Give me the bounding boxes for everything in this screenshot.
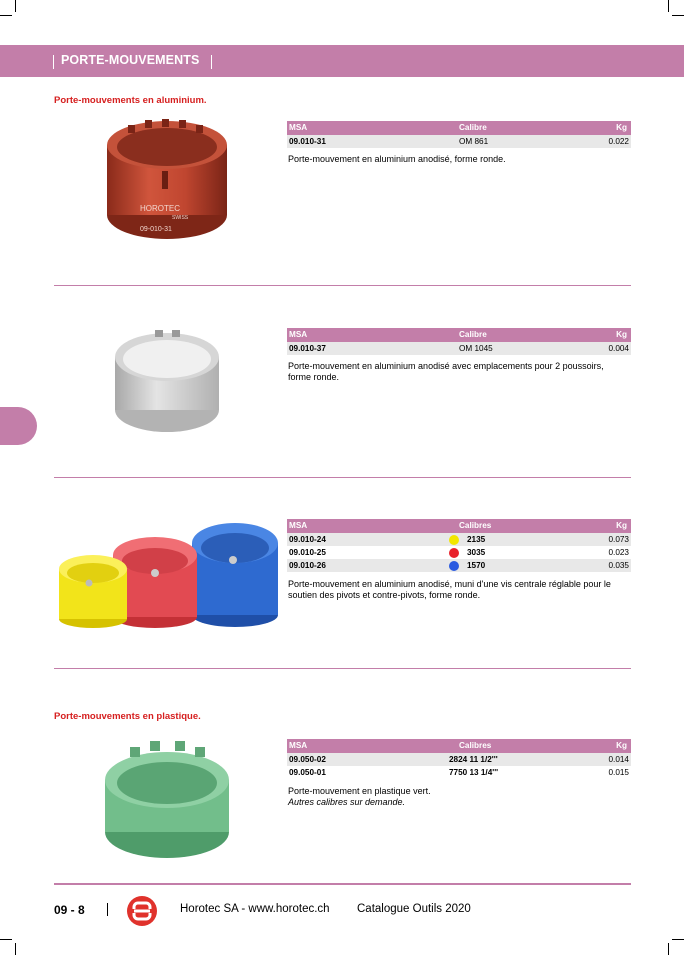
product-description-1: Porte-mouvement en aluminium anodisé, forme ronde. [288, 154, 506, 164]
col-msa: MSA [289, 123, 308, 132]
cell-kg: 0.023 [608, 548, 629, 557]
table-header [287, 121, 631, 135]
product-table-4 [287, 739, 631, 779]
horotec-logo-icon [126, 895, 158, 927]
product-ref-label: 09-010-31 [140, 226, 172, 233]
table-row [287, 342, 631, 355]
product-table-1 [287, 121, 631, 148]
cell-calibre: OM 1045 [459, 344, 493, 353]
product-description-4: Porte-mouvement en plastique vert. [288, 786, 431, 796]
cell-msa: 09.010-26 [289, 561, 326, 570]
col-calibre: Calibre [459, 123, 487, 132]
table-header [287, 519, 631, 533]
product-origin-label: SWISS [172, 215, 189, 221]
cell-kg: 0.022 [608, 137, 629, 146]
col-calibre: Calibres [459, 741, 492, 750]
table-row [287, 135, 631, 148]
cell-calibre: 1570 [467, 561, 486, 570]
cell-msa: 09.010-31 [289, 137, 326, 146]
product-image-red-ring [100, 115, 235, 245]
cell-msa: 09.010-37 [289, 344, 326, 353]
cell-kg: 0.073 [608, 535, 629, 544]
section-title-plastique: Porte-mouvements en plastique. [54, 711, 201, 722]
side-tab [0, 407, 37, 445]
section-title-aluminium: Porte-mouvements en aluminium. [54, 95, 207, 106]
product-table-2 [287, 328, 631, 355]
crop-mark [672, 939, 684, 940]
col-msa: MSA [289, 521, 308, 530]
cell-calibre: 3035 [467, 548, 486, 557]
header-bar-left [53, 55, 54, 69]
footer-catalogue: Catalogue Outils 2020 [357, 903, 471, 915]
col-kg: Kg [616, 330, 627, 339]
header-bar-right [211, 55, 212, 69]
col-kg: Kg [616, 741, 627, 750]
cell-kg: 0.014 [608, 755, 629, 764]
footer-separator [107, 903, 108, 916]
red-dot-icon [449, 548, 459, 558]
cell-msa: 09.050-01 [289, 768, 326, 777]
crop-mark [15, 943, 16, 955]
cell-msa: 09.050-02 [289, 755, 326, 764]
cell-calibre: 2135 [467, 535, 486, 544]
crop-mark [0, 15, 12, 16]
crop-mark [0, 939, 12, 940]
section-divider [54, 477, 631, 478]
cell-calibre: OM 861 [459, 137, 489, 146]
product-brand-label: HOROTEC [140, 204, 180, 213]
cell-msa: 09.010-25 [289, 548, 326, 557]
table-header [287, 328, 631, 342]
page-header [0, 45, 684, 77]
col-kg: Kg [616, 123, 627, 132]
col-kg: Kg [616, 521, 627, 530]
table-row [287, 546, 631, 559]
cell-kg: 0.004 [608, 344, 629, 353]
table-row [287, 753, 631, 766]
section-divider [54, 285, 631, 286]
footer-divider [54, 883, 631, 885]
table-header [287, 739, 631, 753]
product-image-colored-rings [55, 515, 280, 630]
crop-mark [668, 0, 669, 12]
crop-mark [672, 15, 684, 16]
page-title: PORTE-MOUVEMENTS [61, 53, 200, 67]
product-table-3 [287, 519, 631, 572]
cell-calibre: 7750 13 1/4''' [449, 768, 499, 777]
cell-msa: 09.010-24 [289, 535, 326, 544]
col-msa: MSA [289, 741, 308, 750]
page-number: 09 - 8 [54, 903, 85, 917]
product-image-green-ring [100, 735, 235, 865]
yellow-dot-icon [449, 535, 459, 545]
section-divider [54, 668, 631, 669]
col-calibre: Calibres [459, 521, 492, 530]
product-description-2: Porte-mouvement en aluminium anodisé avec emplacements pour 2 poussoirs, forme ronde. [288, 361, 604, 382]
product-image-grey-ring [110, 322, 225, 437]
crop-mark [15, 0, 16, 12]
table-row [287, 766, 631, 779]
cell-kg: 0.035 [608, 561, 629, 570]
table-row [287, 533, 631, 546]
col-msa: MSA [289, 330, 308, 339]
col-calibre: Calibre [459, 330, 487, 339]
cell-calibre: 2824 11 1/2''' [449, 755, 498, 764]
table-row [287, 559, 631, 572]
product-note-4: Autres calibres sur demande. [288, 797, 406, 807]
footer-company: Horotec SA - www.horotec.ch [180, 903, 330, 915]
product-description-3: Porte-mouvement en aluminium anodisé, muni d'une vis centrale réglable pour le soutien des pivots et contre-pivots, forme ronde. [288, 579, 611, 600]
blue-dot-icon [449, 561, 459, 571]
cell-kg: 0.015 [608, 768, 629, 777]
crop-mark [668, 943, 669, 955]
